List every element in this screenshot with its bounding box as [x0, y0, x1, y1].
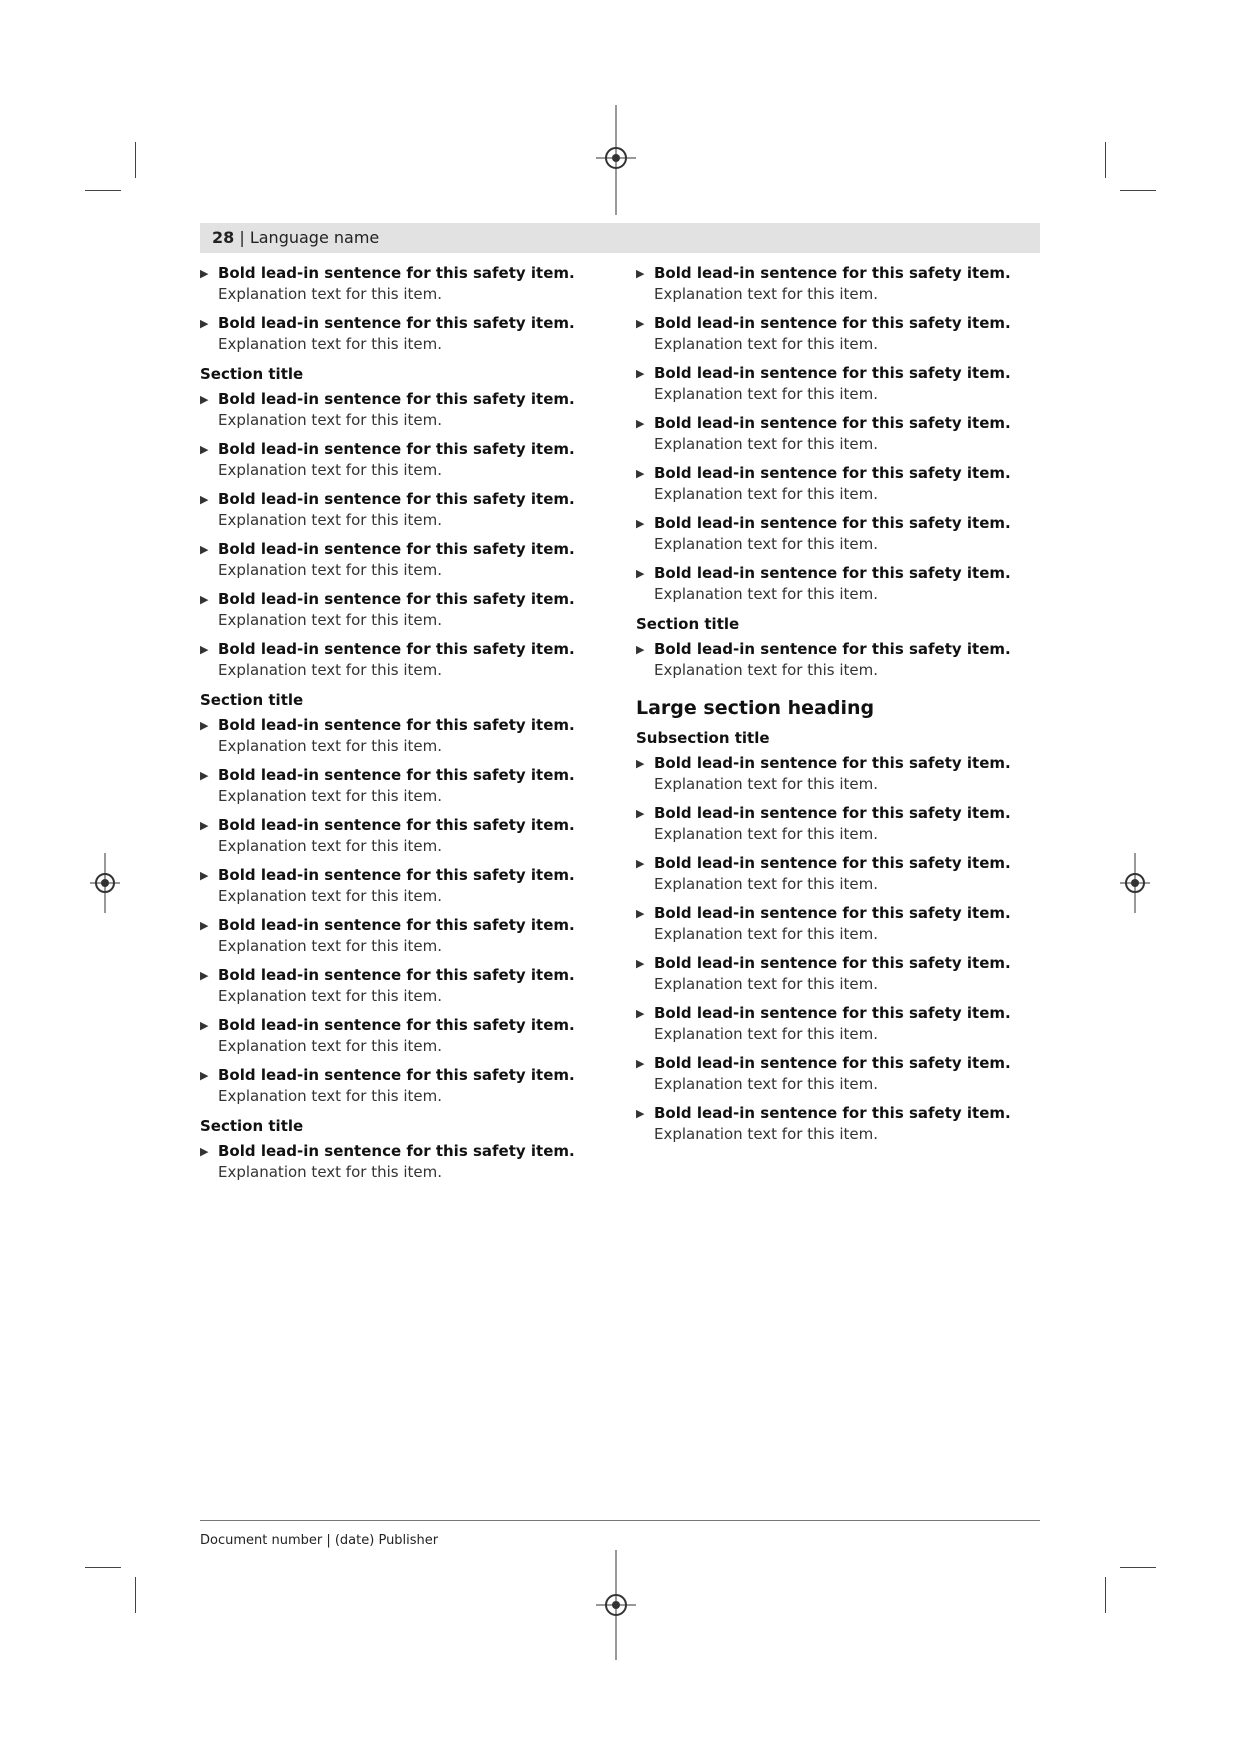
- safety-item: [636, 363, 1034, 405]
- page-header: 28 | Language name: [200, 223, 1040, 253]
- safety-item: [636, 903, 1034, 945]
- crop-mark: [1105, 142, 1106, 178]
- item-lead: Bold lead-in sentence for this safety item.: [218, 540, 575, 558]
- item-text: Explanation text for this item.: [654, 1025, 878, 1043]
- safety-item: [200, 815, 598, 857]
- item-lead: Bold lead-in sentence for this safety item.: [654, 904, 1011, 922]
- item-text: Explanation text for this item.: [218, 887, 442, 905]
- page-number: 28: [212, 228, 235, 247]
- safety-item: [636, 853, 1034, 895]
- item-text: Explanation text for this item.: [218, 987, 442, 1005]
- item-lead: Bold lead-in sentence for this safety item.: [654, 464, 1011, 482]
- safety-item: [200, 765, 598, 807]
- item-text: Explanation text for this item.: [218, 611, 442, 629]
- item-text: Explanation text for this item.: [218, 511, 442, 529]
- safety-item: [200, 539, 598, 581]
- crop-mark: [135, 142, 136, 178]
- item-text: Explanation text for this item.: [654, 535, 878, 553]
- item-text: Explanation text for this item.: [654, 825, 878, 843]
- section-title: Section title: [200, 1117, 304, 1135]
- item-lead: Bold lead-in sentence for this safety item.: [654, 1104, 1011, 1122]
- item-lead: Bold lead-in sentence for this safety item.: [218, 916, 575, 934]
- item-text: Explanation text for this item.: [654, 335, 878, 353]
- registration-mark-icon: [1120, 853, 1150, 913]
- section-title: Section title: [200, 365, 304, 383]
- item-lead: Bold lead-in sentence for this safety item.: [218, 1066, 575, 1084]
- item-lead: Bold lead-in sentence for this safety item.: [654, 854, 1011, 872]
- section-title: Section title: [200, 691, 304, 709]
- section-title: Section title: [636, 615, 740, 633]
- item-text: Explanation text for this item.: [218, 1087, 442, 1105]
- item-lead: Bold lead-in sentence for this safety item.: [654, 364, 1011, 382]
- item-lead: Bold lead-in sentence for this safety item.: [654, 754, 1011, 772]
- item-text: Explanation text for this item.: [654, 775, 878, 793]
- item-text: Explanation text for this item.: [218, 335, 442, 353]
- safety-item: [200, 1141, 598, 1183]
- item-text: Explanation text for this item.: [654, 285, 878, 303]
- safety-item: [636, 1003, 1034, 1045]
- crop-mark: [85, 190, 121, 191]
- item-lead: Bold lead-in sentence for this safety item.: [218, 590, 575, 608]
- item-text: Explanation text for this item.: [218, 787, 442, 805]
- crop-mark: [135, 1577, 136, 1613]
- item-lead: Bold lead-in sentence for this safety item.: [654, 640, 1011, 658]
- safety-item: [200, 389, 598, 431]
- safety-item: [200, 589, 598, 631]
- section-title: Subsection title: [636, 729, 770, 747]
- footer-text: Document number | (date) Publisher: [200, 1533, 439, 1548]
- item-lead: Bold lead-in sentence for this safety item.: [654, 1004, 1011, 1022]
- item-lead: Bold lead-in sentence for this safety item.: [654, 314, 1011, 332]
- item-lead: Bold lead-in sentence for this safety item.: [218, 866, 575, 884]
- item-text: Explanation text for this item.: [218, 1163, 442, 1181]
- crop-mark: [85, 1567, 121, 1568]
- safety-item: [200, 965, 598, 1007]
- item-text: Explanation text for this item.: [654, 585, 878, 603]
- item-lead: Bold lead-in sentence for this safety item.: [218, 766, 575, 784]
- safety-item: [200, 639, 598, 681]
- item-text: Explanation text for this item.: [654, 1075, 878, 1093]
- item-lead: Bold lead-in sentence for this safety item.: [654, 954, 1011, 972]
- safety-item: [636, 639, 1034, 681]
- item-text: Explanation text for this item.: [654, 435, 878, 453]
- item-text: Explanation text for this item.: [218, 737, 442, 755]
- item-text: Explanation text for this item.: [654, 975, 878, 993]
- safety-item: [636, 513, 1034, 555]
- safety-item: [200, 313, 598, 355]
- item-text: Explanation text for this item.: [218, 561, 442, 579]
- item-lead: Bold lead-in sentence for this safety item.: [218, 314, 575, 332]
- item-lead: Bold lead-in sentence for this safety item.: [218, 1142, 575, 1160]
- item-text: Explanation text for this item.: [218, 937, 442, 955]
- item-text: Explanation text for this item.: [654, 661, 878, 679]
- crop-mark: [1120, 1567, 1156, 1568]
- safety-item: [636, 313, 1034, 355]
- language-label: Language name: [249, 228, 380, 247]
- safety-item: [636, 1103, 1034, 1145]
- item-lead: Bold lead-in sentence for this safety item.: [218, 440, 575, 458]
- item-text: Explanation text for this item.: [654, 1125, 878, 1143]
- right-column: [636, 263, 1034, 1153]
- item-lead: Bold lead-in sentence for this safety item.: [218, 716, 575, 734]
- item-text: Explanation text for this item.: [218, 1037, 442, 1055]
- safety-item: [636, 803, 1034, 845]
- item-lead: Bold lead-in sentence for this safety item.: [654, 564, 1011, 582]
- item-text: Explanation text for this item.: [654, 875, 878, 893]
- safety-item: [636, 263, 1034, 305]
- item-text: Explanation text for this item.: [218, 837, 442, 855]
- item-lead: Bold lead-in sentence for this safety item.: [218, 1016, 575, 1034]
- safety-item: [200, 489, 598, 531]
- item-text: Explanation text for this item.: [654, 485, 878, 503]
- registration-mark-icon: [596, 105, 636, 215]
- item-text: Explanation text for this item.: [218, 411, 442, 429]
- crop-mark: [1105, 1577, 1106, 1613]
- safety-item: [200, 439, 598, 481]
- safety-item: [636, 953, 1034, 995]
- safety-item: [200, 715, 598, 757]
- item-lead: Bold lead-in sentence for this safety item.: [218, 264, 575, 282]
- item-lead: Bold lead-in sentence for this safety item.: [218, 640, 575, 658]
- item-lead: Bold lead-in sentence for this safety item.: [654, 414, 1011, 432]
- item-text: Explanation text for this item.: [654, 925, 878, 943]
- safety-item: [200, 865, 598, 907]
- safety-item: [636, 753, 1034, 795]
- page-footer: [200, 1520, 1040, 1548]
- safety-item: [636, 1053, 1034, 1095]
- item-lead: Bold lead-in sentence for this safety item.: [218, 816, 575, 834]
- safety-item: [200, 915, 598, 957]
- item-lead: Bold lead-in sentence for this safety item.: [654, 804, 1011, 822]
- safety-item: [200, 1065, 598, 1107]
- item-text: Explanation text for this item.: [218, 661, 442, 679]
- item-text: Explanation text for this item.: [218, 285, 442, 303]
- item-text: Explanation text for this item.: [654, 385, 878, 403]
- item-lead: Bold lead-in sentence for this safety item.: [654, 264, 1011, 282]
- item-lead: Bold lead-in sentence for this safety item.: [218, 390, 575, 408]
- item-lead: Bold lead-in sentence for this safety item.: [654, 1054, 1011, 1072]
- left-column: [200, 263, 598, 1191]
- registration-mark-icon: [90, 853, 120, 913]
- safety-item: [636, 413, 1034, 455]
- safety-item: [200, 1015, 598, 1057]
- item-text: Explanation text for this item.: [218, 461, 442, 479]
- safety-item: [200, 263, 598, 305]
- crop-mark: [1120, 190, 1156, 191]
- item-lead: Bold lead-in sentence for this safety item.: [218, 966, 575, 984]
- registration-mark-icon: [596, 1550, 636, 1660]
- item-lead: Bold lead-in sentence for this safety item.: [218, 490, 575, 508]
- safety-item: [636, 463, 1034, 505]
- item-lead: Bold lead-in sentence for this safety item.: [654, 514, 1011, 532]
- safety-item: [636, 563, 1034, 605]
- section-heading: Large section heading: [636, 697, 875, 719]
